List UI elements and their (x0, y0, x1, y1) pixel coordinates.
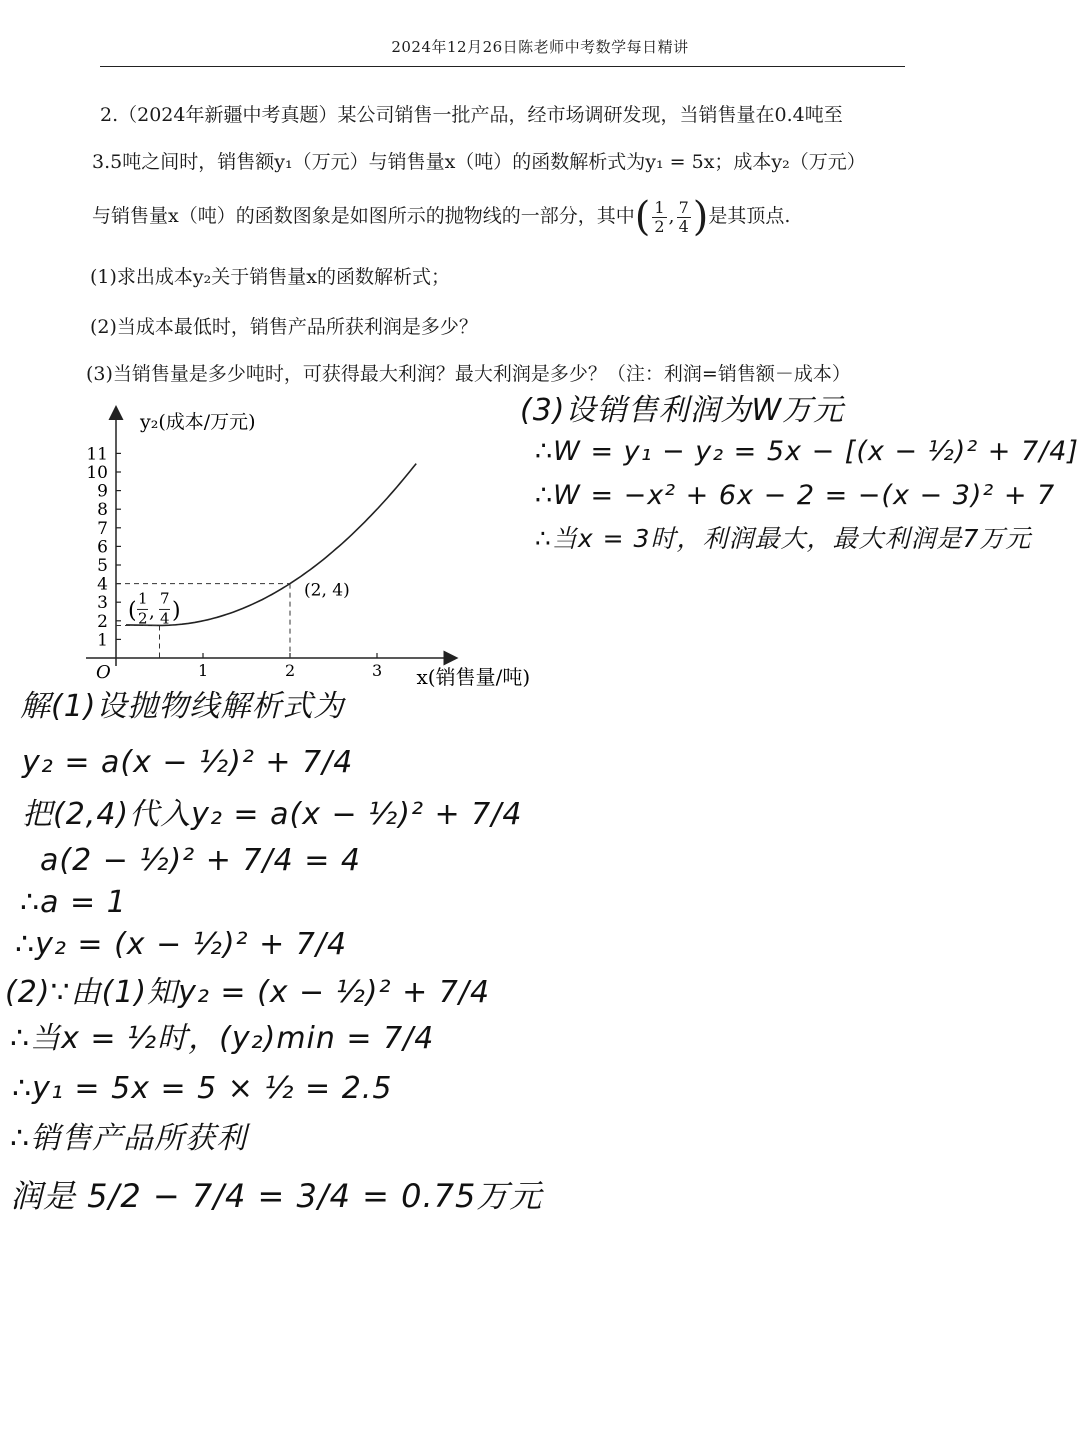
problem-line-3-text: 与销售量x（吨）的函数图象是如图所示的抛物线的一部分，其中 (92, 205, 635, 227)
answer-2-line-3: ∴y₁ = 5x = 5 × ½ = 2.5 (12, 1071, 393, 1106)
y-tick-label: 9 (97, 481, 108, 502)
point-2-4-label: (2, 4) (304, 580, 350, 601)
vertex-paren-close: ) (692, 194, 709, 240)
vertex-paren-open: ( (634, 194, 651, 240)
vertex-label-frac1-den: 2 (138, 609, 148, 628)
vertex-label-comma: , (149, 601, 155, 623)
answer-3-line-4: ∴当x = 3时，利润最大，最大利润是7万元 (535, 524, 1032, 553)
x-tick-label: 3 (372, 661, 383, 680)
answer-1-line-1: 解(1)设抛物线解析式为 (20, 689, 345, 724)
answer-2-line-4: ∴销售产品所获利 (10, 1121, 248, 1156)
y-tick-label: 4 (97, 574, 108, 595)
answer-1-line-4: a(2 − ½)² + 7/4 = 4 (40, 843, 361, 878)
x-tick-label: 2 (285, 661, 296, 680)
answer-2-line-5: 润是 5/2 − 7/4 = 3/4 = 0.75万元 (10, 1177, 543, 1215)
y-tick-label: 6 (97, 537, 108, 558)
question-2: (2)当成本最低时，销售产品所获利润是多少？ (90, 316, 478, 338)
answer-3-line-1: (3)设销售利润为W万元 (520, 393, 845, 428)
answer-1-line-3: 把(2,4)代入y₂ = a(x − ½)² + 7/4 (22, 797, 523, 832)
origin-label: O (96, 662, 111, 683)
x-axis-label: x(销售量/吨) (416, 665, 531, 689)
vertex-fraction-y: $\frac{7}{4}$ (678, 197, 689, 236)
vertex-label-frac2-num: 7 (160, 589, 170, 608)
problem-line-1: 2.（2024年新疆中考真题）某公司销售一批产品，经市场调研发现，当销售量在0.4吨至 (100, 104, 843, 126)
y-tick-label: 3 (97, 593, 108, 614)
question-1: (1)求出成本y₂关于销售量x的函数解析式； (90, 266, 450, 288)
cost-parabola-chart (60, 400, 600, 700)
answer-2-line-1: (2)∵由(1)知y₂ = (x − ½)² + 7/4 (5, 975, 491, 1010)
page-header-title: 2024年12月26日陈老师中考数学每日精讲 (391, 38, 689, 56)
answer-1-line-5: ∴a = 1 (20, 885, 127, 920)
y-tick-label: 7 (97, 518, 108, 539)
vertex-label-paren-open: ( (128, 598, 137, 624)
answer-3-line-2: ∴W = y₁ − y₂ = 5x − [(x − ½)² + 7/4] (535, 436, 1079, 467)
y-tick-label: 1 (97, 630, 108, 651)
answer-2-line-2: ∴当x = ½时，(y₂)min = 7/4 (10, 1021, 435, 1056)
answer-1-line-2: y₂ = a(x − ½)² + 7/4 (22, 745, 354, 780)
y-axis-label: y₂(成本/万元) (140, 411, 256, 433)
y-tick-label: 10 (86, 463, 108, 483)
y-tick-label: 8 (97, 500, 108, 521)
problem-line-3-end: 是其顶点. (708, 205, 791, 227)
problem-line-3: 与销售量x（吨）的函数图象是如图所示的抛物线的一部分，其中( $\frac{1}{2}$ , $\frac{7}{4}$ )是其顶点. (92, 194, 791, 240)
answer-1-line-6: ∴y₂ = (x − ½)² + 7/4 (15, 927, 348, 962)
question-3: (3)当销售量是多少吨时，可获得最大利润？最大利润是多少？（注：利润=销售额－成本） (86, 363, 851, 385)
y-tick-label: 2 (97, 611, 108, 632)
vertex-point-label (128, 589, 181, 627)
parabola-curve (160, 464, 417, 626)
y-tick-label: 11 (86, 444, 108, 465)
problem-line-2: 3.5吨之间时，销售额y₁（万元）与销售量x（吨）的函数解析式为y₁ = 5x；成本y₂（万元） (92, 151, 866, 173)
header-divider (100, 66, 905, 67)
y-tick-label: 5 (97, 556, 108, 576)
answer-3-line-3: ∴W = −x² + 6x − 2 = −(x − 3)² + 7 (535, 480, 1056, 511)
x-tick-label: 1 (198, 661, 209, 680)
vertex-label-frac2-den: 4 (160, 609, 170, 628)
vertex-fraction-x: $\frac{1}{2}$ (654, 197, 665, 236)
vertex-label-paren-close: ) (172, 598, 181, 624)
vertex-label-frac1-num: 1 (138, 589, 148, 608)
